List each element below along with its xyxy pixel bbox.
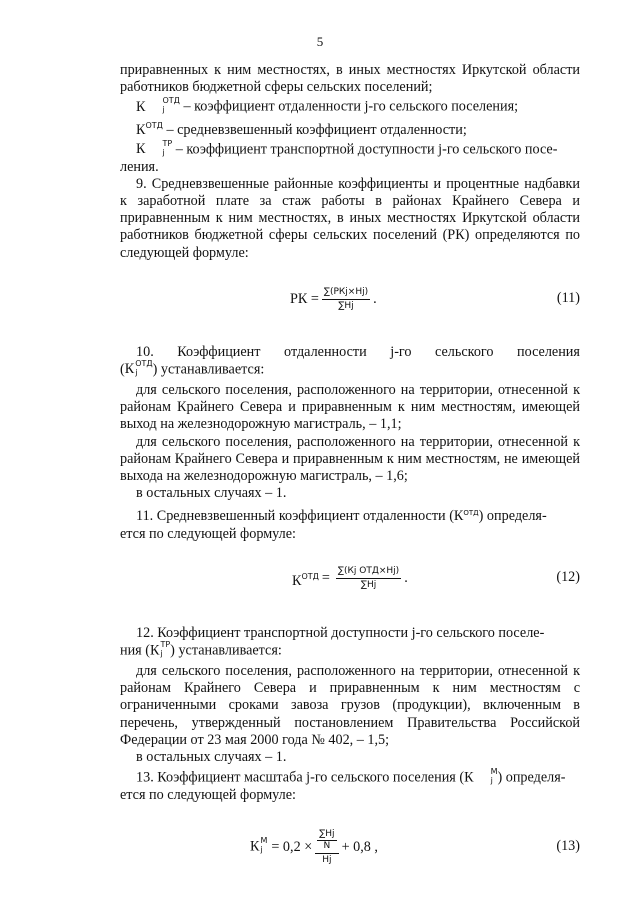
intro-line-1: приравненных к ним местностях, в иных местностях Иркутской области [120, 62, 580, 78]
paragraph-10-item-3: в остальных случаях – 1. [136, 485, 287, 502]
paragraph-13-cont: ется по следующей формуле: [120, 787, 296, 804]
formula-12-fraction: $\frac{\text{∑(Кj ОТД×Нj)}}{\sum Нj}$ [337, 566, 400, 591]
formula-13-fraction: ∑Нj N Нj [315, 829, 338, 866]
document-body [120, 62, 580, 880]
paragraph-11-cont: ется по следующей формуле: [120, 525, 296, 542]
page-number: 5 [316, 34, 324, 49]
definition-continuation: ления. [120, 158, 159, 175]
intro-line-2: работников бюджетной сферы сельских поселений; [120, 79, 433, 96]
formula-11-lhs: РК = [290, 291, 319, 308]
equation-number-13: (13) [556, 838, 580, 855]
paragraph-12-cont: ния (К ТР j ) устанавливается: [120, 640, 282, 659]
definition-k-otd-j: К ОТД j – коэффициент отдаленности j-го сельского поселения; [136, 96, 519, 115]
definition-k-tr-j: К ТР j – коэффициент транспортной доступности j-го сельского посе- [136, 138, 558, 157]
paragraph-10-item-1: для сельского поселения, расположенного на территории, отнесенной к районам Крайнего Севера и приравненным к ним местностям, имеющей выход на железнодорожную магистраль, – 1,1; [120, 382, 580, 433]
formula-11-fraction: $\frac{\text{∑(РКj×Нj)}}{\sum Нj}$ [323, 287, 369, 312]
paragraph-12-item-1: для сельского поселения, расположенного на территории, отнесенной к районам Крайнего Севера и приравненным к ним местностям с ограниченными сроками завоза грузов (продукции), включенным в перечень, утвержденный постановлением Правительства Российской Федерации от 23 мая 2000 года № 402, – 1,5; [120, 663, 580, 748]
equation-number-12: (12) [556, 568, 580, 585]
paragraph-10-heading: 10. Коэффициент отдаленности j-го сельского поселения [136, 343, 580, 360]
formula-12: $К^{ОТД}$ = $\frac{\text{∑(Кj ОТД×Нj)}}{\sum Нj}$ . (12) [292, 566, 580, 591]
paragraph-10-item-2: для сельского поселения, расположенного на территории, отнесенной к районам Крайнего Севера и приравненным к ним местностям, не имеющей выхода на железнодорожную магистраль, – 1,6; [120, 433, 580, 485]
paragraph-13: 13. Коэффициент масштаба j-го сельского поселения (К М j ) определя- [136, 767, 566, 786]
formula-12-lhs: $К^{ОТД}$ [292, 571, 319, 589]
paragraph-12: 12. Коэффициент транспортной доступности j-го сельского поселе- [136, 624, 545, 641]
definition-k-otd: $К^{ОТД}$ – средневзвешенный коэффициент отдаленности; [136, 121, 467, 139]
formula-13: К М j = 0,2 × ∑Нj N Нj + 0,8 , (13) [250, 828, 580, 865]
paragraph-9: 9. Средневзвешенные районные коэффициенты и процентные надбавки к заработной плате за стаж работы в районах Крайнего Севера и приравненным к ним местностях, в иных местностях Иркутской области работников бюджетной сферы сельских поселений (РК) определяются по следующей формуле: [120, 175, 580, 261]
paragraph-12-item-2: в остальных случаях – 1. [136, 749, 287, 766]
paragraph-11: 11. Средневзвешенный коэффициент отдаленности $(К^{ОТД})$ определя- [136, 508, 547, 525]
equation-number-11: (11) [556, 289, 580, 306]
formula-13-lhs: К М j [250, 836, 268, 855]
formula-11: РК = $\frac{\text{∑(РКj×Нj)}}{\sum Нj}$ . (11) [290, 287, 580, 312]
paragraph-10-cont: (К ОТД j ) устанавливается: [120, 359, 265, 378]
